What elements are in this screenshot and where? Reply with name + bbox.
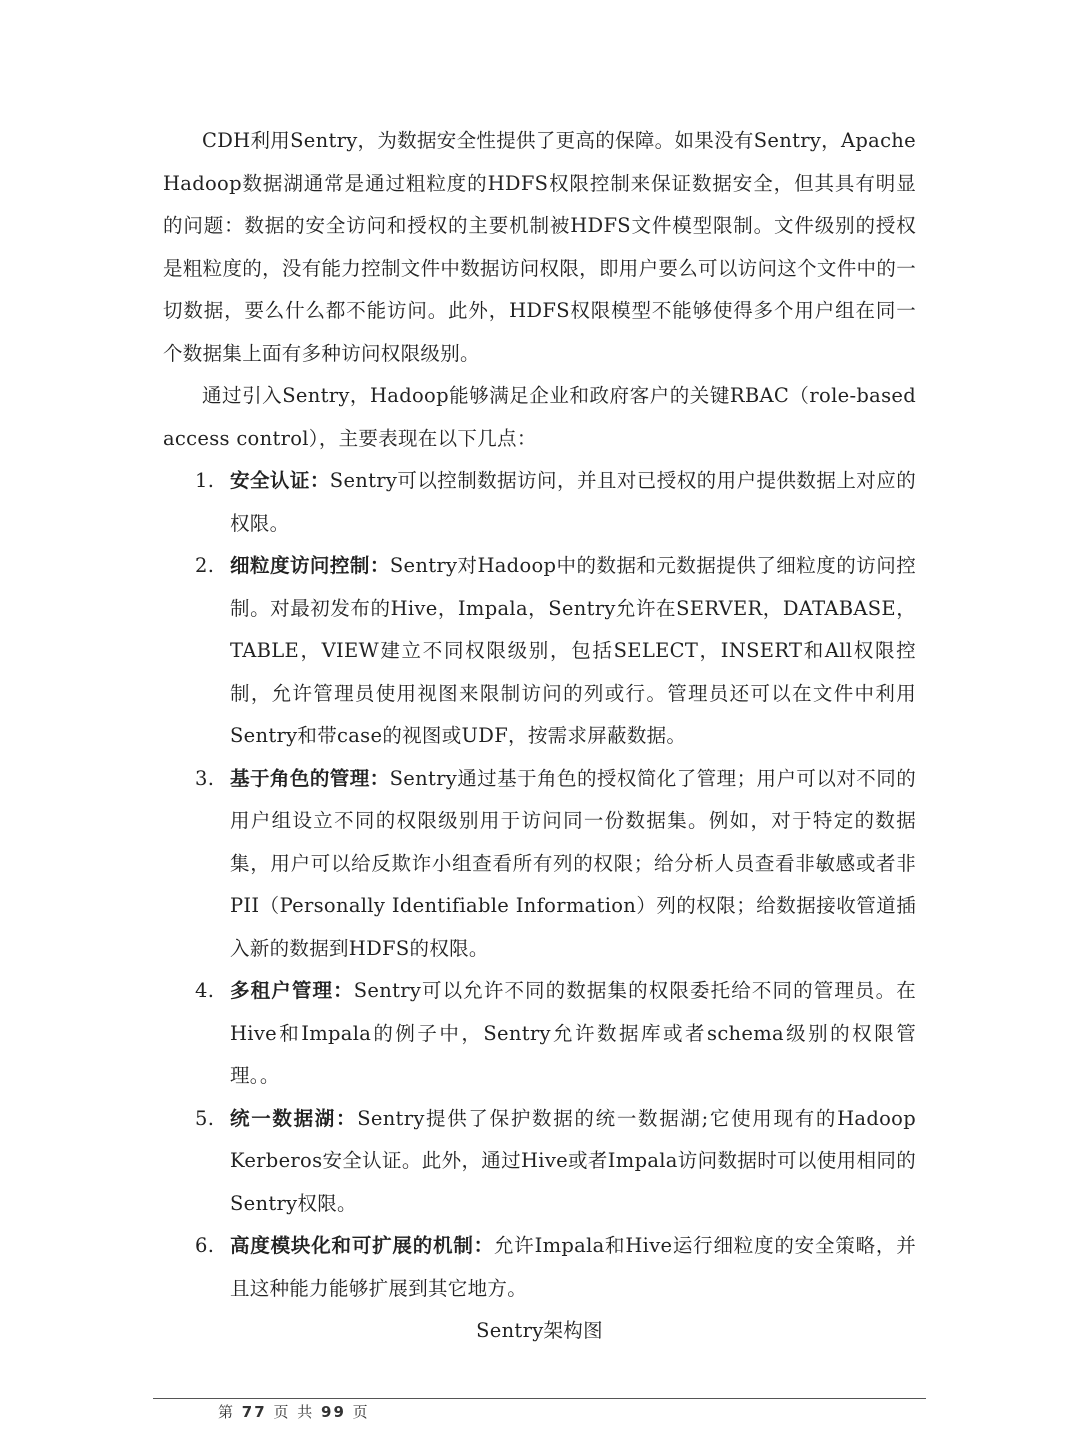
list-item — [163, 758, 916, 971]
list-item-number: 6. — [195, 1234, 215, 1257]
list-item-number: 4. — [195, 979, 215, 1002]
page-footer — [218, 1401, 370, 1422]
footer-suffix: 页 — [352, 1403, 370, 1421]
list-item-text: Sentry可以控制数据访问，并且对已授权的用户提供数据上对应的权限。 — [230, 469, 916, 535]
current-page-number: 77 — [241, 1403, 267, 1421]
list-item-term: 多租户管理： — [230, 979, 354, 1002]
footer-prefix: 第 — [218, 1403, 236, 1421]
list-item-number: 2. — [195, 554, 215, 577]
list-item-term: 高度模块化和可扩展的机制： — [230, 1234, 494, 1257]
list-item-term: 基于角色的管理： — [230, 766, 390, 790]
total-page-count: 99 — [321, 1403, 346, 1421]
paragraph-intro: CDH利用Sentry，为数据安全性提供了更高的保障。如果没有Sentry，Apache Hadoop数据湖通常是通过粗粒度的HDFS权限控制来保证数据安全，但其具有明显的问题：数据的安全访问和授权的主要机制被HDFS文件模型限制。文件级别的授权是粗粒度的，没有能力控制文件中数据访问权限，即用户要么可以访问这个文件中的一切数据，要么什么都不能访问。此外，HDFS权限模型不能够使得多个用户组在同一个数据集上面有多种访问权限级别。 — [163, 129, 916, 365]
list-item-number: 1. — [195, 469, 215, 492]
list-item-text: Sentry可以允许不同的数据集的权限委托给不同的管理员。在Hive和Impala的例子中，Sentry允许数据库或者schema级别的权限管理。。 — [230, 979, 916, 1087]
footer-middle: 页 共 — [273, 1403, 315, 1421]
paragraph-rbac: 通过引入Sentry，Hadoop能够满足企业和政府客户的关键RBAC（role-based access control），主要表现在以下几点： — [163, 384, 916, 450]
list-item-number: 3. — [195, 766, 215, 790]
feature-list — [163, 460, 916, 1310]
list-item-term: 安全认证： — [230, 469, 330, 492]
list-item — [163, 970, 916, 1098]
footer-divider — [153, 1398, 926, 1399]
list-item-text: Sentry通过基于角色的授权简化了管理；用户可以对不同的用户组设立不同的权限级别用于访问同一份数据集。例如，对于特定的数据集，用户可以给反欺诈小组查看所有列的权限；给分析人员查看非敏感或者非PII（Personally Identifiable Information）列的权限；给数据接收管道插入新的数据到HDFS的权限。 — [230, 766, 916, 960]
list-item-number: 5. — [195, 1106, 215, 1130]
figure-caption: Sentry架构图 — [476, 1319, 603, 1342]
list-item-term: 细粒度访问控制： — [230, 554, 390, 577]
list-item-text: 允许Impala和Hive运行细粒度的安全策略，并且这种能力能够扩展到其它地方。 — [230, 1234, 917, 1300]
list-item — [163, 460, 916, 545]
list-item — [163, 1225, 916, 1310]
list-item — [163, 545, 916, 758]
list-item-term: 统一数据湖： — [230, 1106, 358, 1130]
list-item-text: Sentry对Hadoop中的数据和元数据提供了细粒度的访问控制。对最初发布的Hive，Impala，Sentry允许在SERVER，DATABASE，TABLE，VIEW建立不同权限级别，包括SELECT，INSERT和All权限控制，允许管理员使用视图来限制访问的列或行。管理员还可以在文件中利用Sentry和带case的视图或UDF，按需求屏蔽数据。 — [230, 554, 916, 747]
list-item — [163, 1098, 916, 1226]
page-content — [163, 120, 916, 1353]
list-item-text: Sentry提供了保护数据的统一数据湖;它使用现有的Hadoop Kerberos安全认证。此外，通过Hive或者Impala访问数据时可以使用相同的Sentry权限。 — [230, 1106, 916, 1215]
